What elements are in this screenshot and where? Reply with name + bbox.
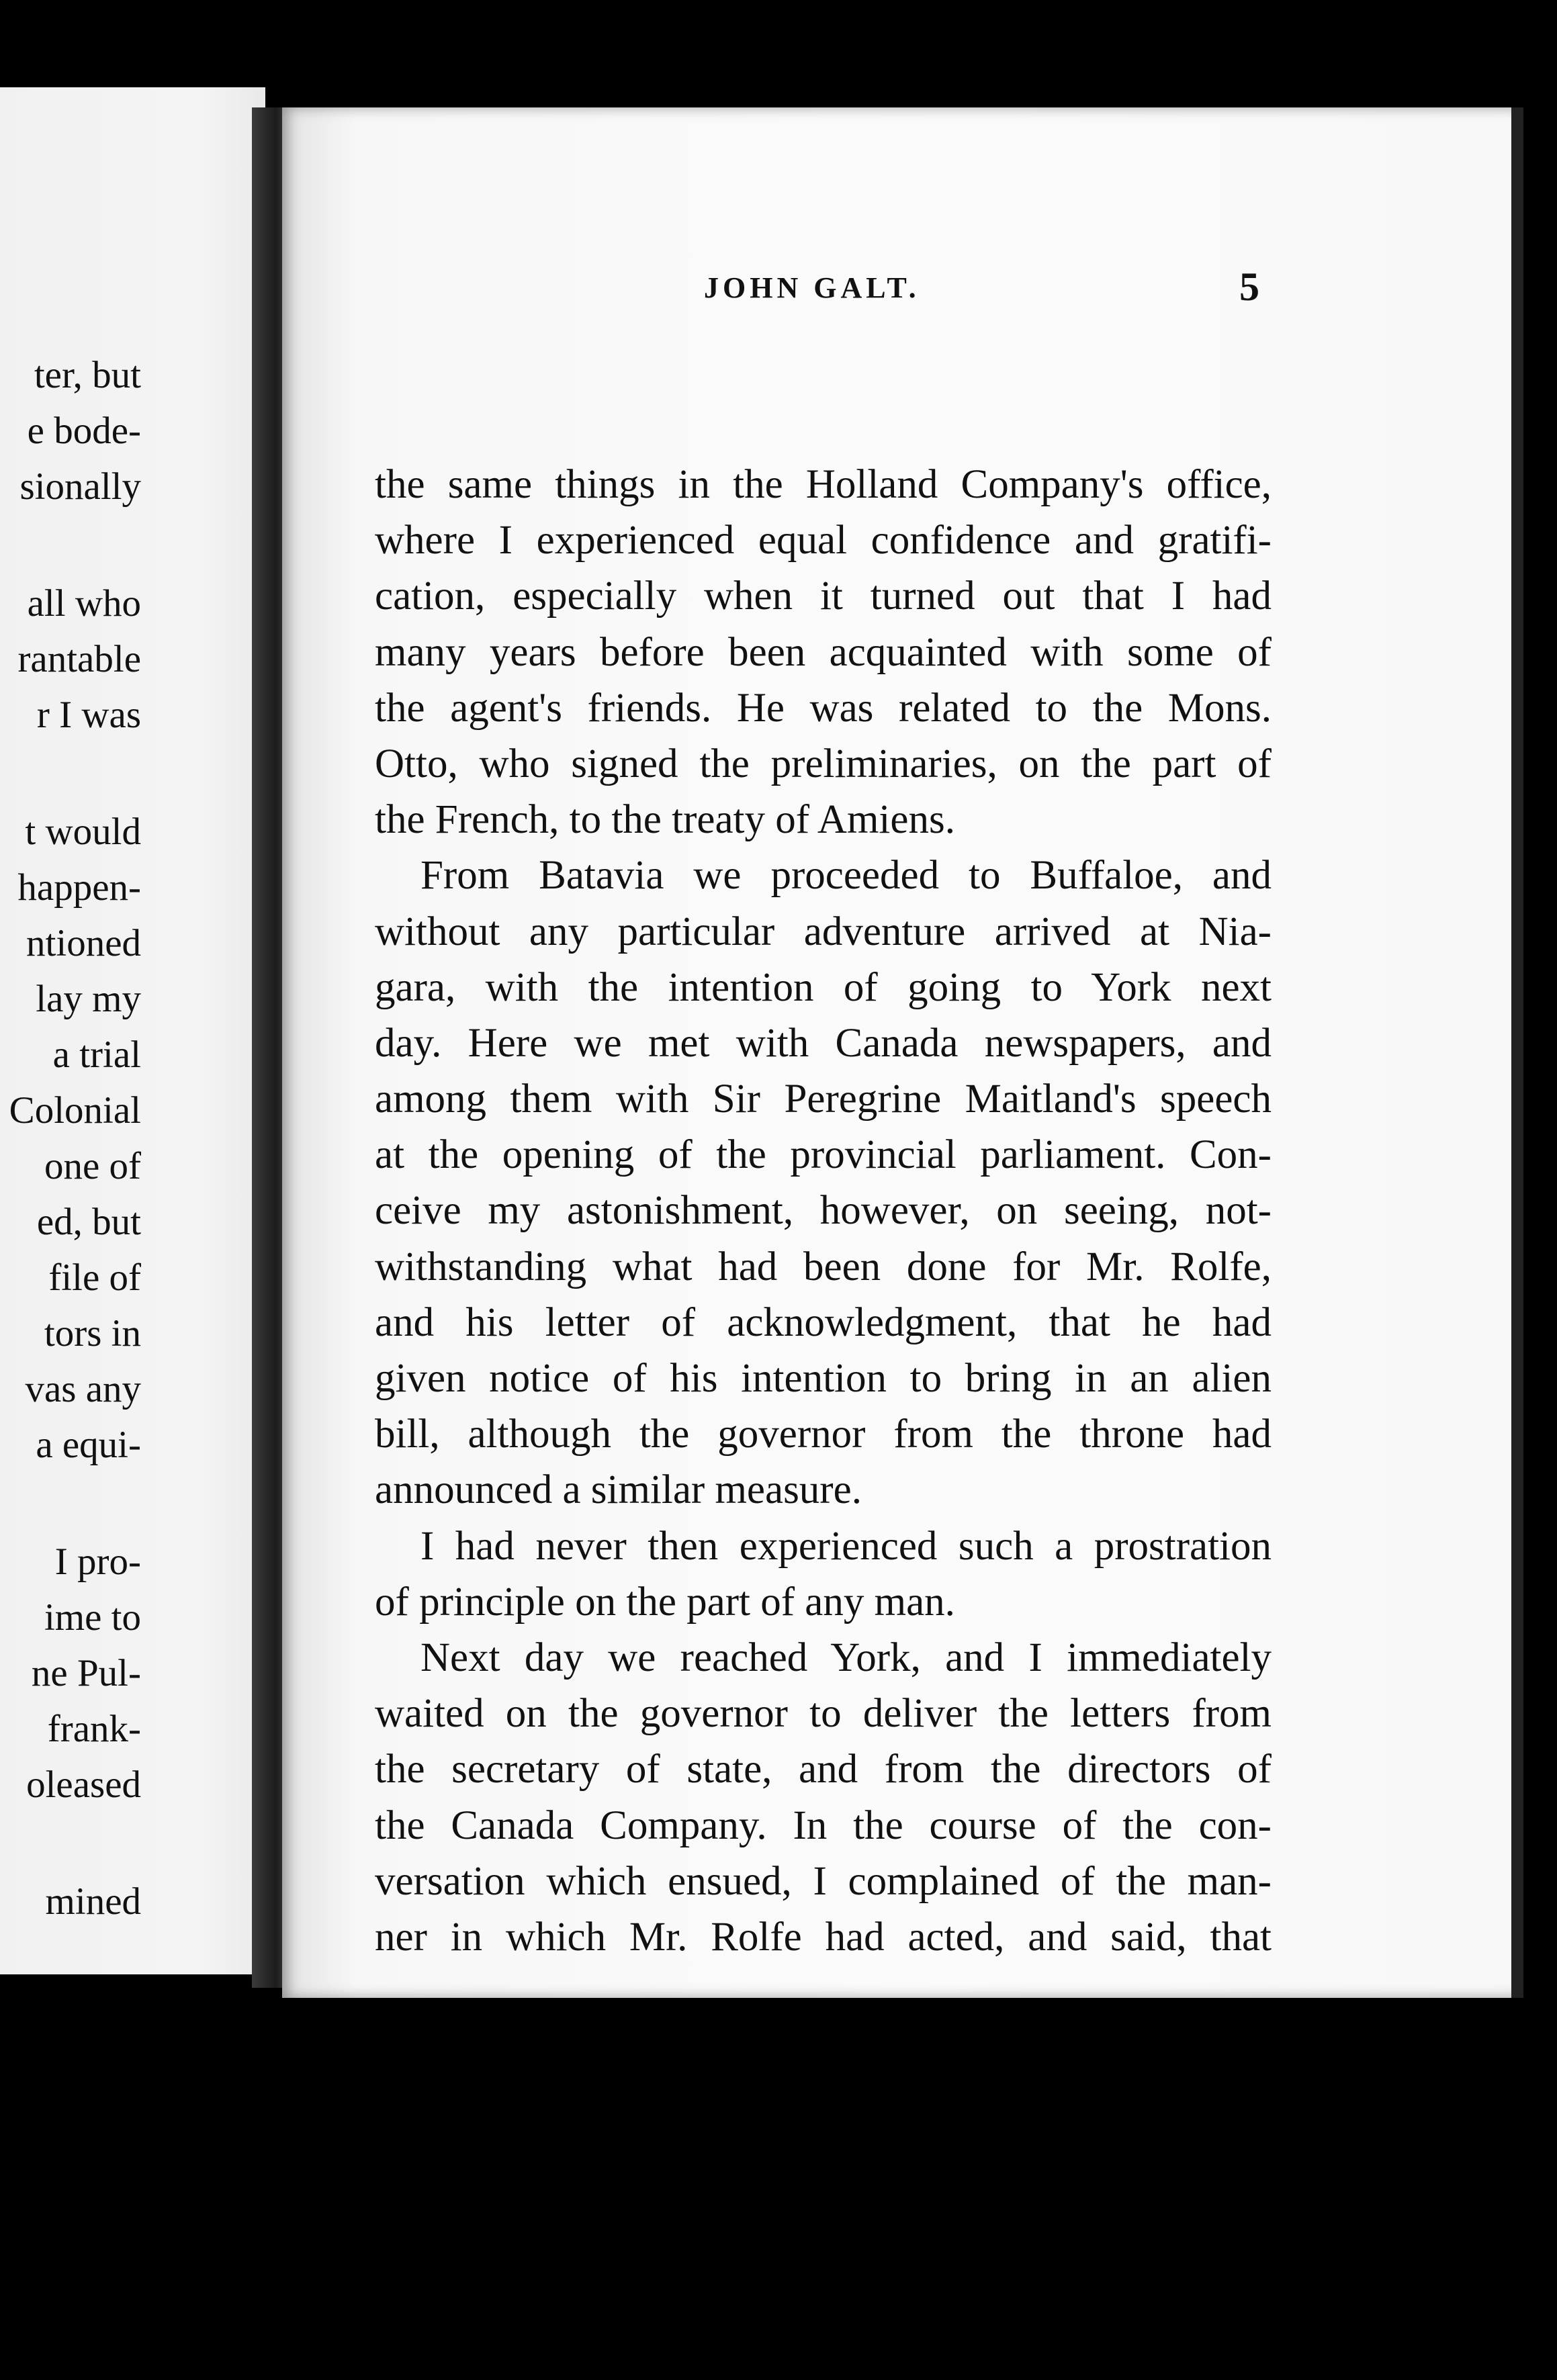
- page-edge: [1511, 107, 1523, 1998]
- text-line: withstanding what had been done for Mr. Rolfe,: [375, 1244, 1272, 1289]
- text-line: given notice of his intention to bring in an alien: [375, 1356, 1272, 1401]
- text-line: where I experienced equal confidence and gratifi-: [375, 518, 1272, 563]
- text-line: the French, to the treaty of Amiens.: [375, 797, 955, 843]
- left-page-line: file of: [48, 1256, 141, 1299]
- text-line: day. Here we met with Canada newspapers, and: [375, 1020, 1272, 1066]
- left-page-line: oleased: [26, 1764, 141, 1806]
- text-line: waited on the governor to deliver the letters from: [375, 1691, 1272, 1737]
- left-page-line: Colonial: [9, 1089, 141, 1132]
- left-page-line: rantable: [17, 638, 141, 680]
- left-page-line: ime to: [44, 1596, 141, 1639]
- text-line: versation which ensued, I complained of the man-: [375, 1858, 1272, 1904]
- text-line: at the opening of the provincial parliament. Con-: [375, 1132, 1272, 1178]
- left-page-line: a trial: [52, 1034, 141, 1076]
- left-page-line: vas any: [25, 1368, 141, 1410]
- left-page-line: frank-: [47, 1708, 141, 1750]
- left-page: [0, 87, 265, 1974]
- left-page-line: ed, but: [36, 1201, 141, 1243]
- text-line: of principle on the part of any man.: [375, 1579, 955, 1624]
- text-line: without any particular adventure arrived at Nia-: [375, 909, 1272, 954]
- text-line: announced a similar measure.: [375, 1467, 862, 1513]
- text-line: many years before been acquainted with some of: [375, 629, 1272, 675]
- text-line: gara, with the intention of going to York next: [375, 964, 1272, 1010]
- running-head: JOHN GALT.: [704, 271, 920, 304]
- left-page-line: a equi-: [36, 1424, 141, 1466]
- text-line: and his letter of acknowledgment, that he had: [375, 1299, 1272, 1345]
- text-line: cation, especially when it turned out that I had: [375, 574, 1272, 619]
- left-page-line: mined: [45, 1880, 141, 1923]
- text-line: Next day we reached York, and I immediately: [420, 1635, 1272, 1680]
- text-line: Otto, who signed the preliminaries, on the part of: [375, 741, 1272, 786]
- text-line: the agent's friends. He was related to the Mons.: [375, 685, 1272, 731]
- text-line: the same things in the Holland Company's office,: [375, 462, 1272, 507]
- page-number: 5: [1239, 265, 1259, 309]
- left-page-line: ne Pul-: [31, 1652, 141, 1694]
- text-line: the secretary of state, and from the directors of: [375, 1747, 1272, 1792]
- text-line: the Canada Company. In the course of the con-: [375, 1802, 1272, 1848]
- left-page-line: tors in: [44, 1312, 141, 1355]
- left-page-line: r I was: [36, 694, 141, 736]
- left-page-line: all who: [27, 582, 141, 625]
- page-header: [0, 264, 1557, 318]
- text-line: I had never then experienced such a prostration: [420, 1523, 1272, 1569]
- text-line: ner in which Mr. Rolfe had acted, and said, that: [375, 1914, 1272, 1960]
- left-page-line: one of: [44, 1145, 141, 1187]
- text-line: among them with Sir Peregrine Maitland's speech: [375, 1077, 1272, 1122]
- left-page-line: sionally: [19, 465, 141, 508]
- left-page-line: happen-: [17, 866, 141, 909]
- left-page-text: [0, 87, 141, 1974]
- body-text: [375, 457, 1272, 1965]
- text-line: bill, although the governor from the throne had: [375, 1412, 1272, 1457]
- left-page-line: t would: [25, 811, 141, 853]
- text-line: ceive my astonishment, however, on seeing, not-: [375, 1188, 1272, 1234]
- left-page-line: ntioned: [26, 922, 141, 964]
- left-page-line: ter, but: [34, 354, 141, 396]
- left-page-line: I pro-: [54, 1541, 141, 1583]
- left-page-line: e bode-: [27, 410, 141, 452]
- text-line: From Batavia we proceeded to Buffaloe, and: [420, 853, 1272, 899]
- left-page-line: lay my: [36, 978, 141, 1020]
